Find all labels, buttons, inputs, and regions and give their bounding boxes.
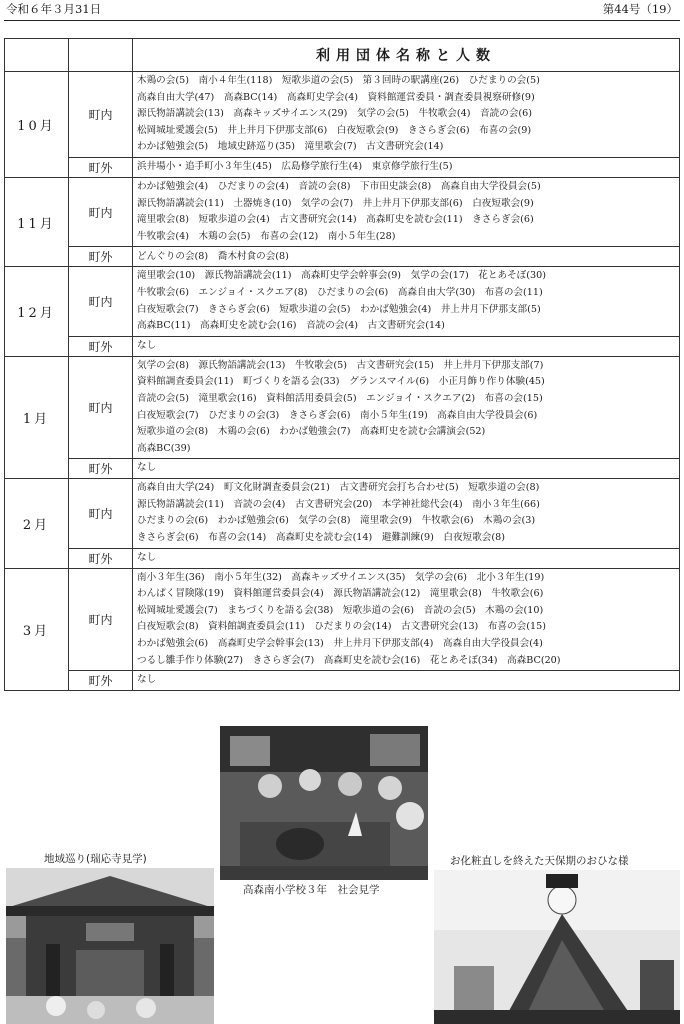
entries-inner (133, 177, 680, 246)
month-row-inner (5, 568, 680, 671)
entry-line: どんぐりの会(8) 喬木村食の会(8) (137, 250, 289, 262)
entry-line: 滝里歌会(10) 源氏物語講読会(11) 高森町史学会幹事会(9) 気学の会(17) 花とあそぼ(30) (137, 270, 546, 282)
entries-inner (133, 267, 680, 336)
month-row-inner (5, 479, 680, 548)
entry-line: わんぱく冒険隊(19) 資料館運営委員会(4) 源氏物語講読会(12) 滝里歌会(8) 牛牧歌会(6) (137, 588, 544, 600)
entries-outer (133, 459, 680, 479)
entries-outer (133, 548, 680, 568)
entry-line: わかば勉強会(5) 地域史跡巡り(35) 滝里歌会(7) 古文書研究会(14) (137, 141, 444, 153)
area-label-inner: 町内 (69, 568, 133, 671)
temple-photo (6, 868, 214, 1024)
month-row-outer (5, 336, 680, 356)
entries-inner (133, 356, 680, 459)
entry-line: 源氏物語講読会(11) 土器焼き(10) 気学の会(7) 井上井月下伊那支部(6) 白夜短歌会(9) (137, 197, 534, 209)
entry-line: 源氏物語講読会(13) 高森キッズサイエンス(29) 気学の会(5) 牛牧歌会(4) 音読の会(6) (137, 108, 533, 120)
entry-line: 白夜短歌会(8) 資料館調査委員会(11) ひだまりの会(14) 古文書研究会(13) 布喜の会(15) (137, 621, 546, 633)
entry-line: 高森BC(39) (137, 442, 191, 454)
area-label-outer: 町外 (69, 247, 133, 267)
entry-line: つるし雛手作り体験(27) きさらぎ会(7) 高森町史を読む会(16) 花とあそぼ(34) 高森BC(20) (137, 654, 561, 666)
header-blank-month (5, 39, 69, 72)
month-label: 1月 (5, 356, 69, 479)
entries-outer (133, 247, 680, 267)
entry-line: 気学の会(8) 源氏物語講読会(13) 牛牧歌会(5) 古文書研究会(15) 井上井月下伊那支部(7) (137, 359, 544, 371)
month-row-outer (5, 548, 680, 568)
area-label-inner: 町内 (69, 177, 133, 246)
entry-line: 短歌歩道の会(8) 木鶏の会(6) わかば勉強会(7) 高森町史を読む会講演会(52) (137, 426, 486, 438)
entry-line: なし (137, 551, 157, 563)
month-row-outer (5, 157, 680, 177)
month-label: 11月 (5, 177, 69, 266)
area-label-inner: 町内 (69, 479, 133, 548)
entry-line: 音読の会(5) 滝里歌会(16) 資料館活用委員会(5) エンジョイ・スクエア(2) 布喜の会(15) (137, 392, 543, 404)
field-trip-photo-caption: 高森南小学校３年 社会見学 (243, 884, 380, 896)
entries-outer (133, 157, 680, 177)
table-header-row (5, 39, 680, 72)
table-title: 利用団体名称と人数 (133, 39, 680, 72)
area-label-inner: 町内 (69, 356, 133, 459)
field-trip-photo (220, 726, 428, 880)
entry-line: 南小３年生(36) 南小５年生(32) 高森キッズサイエンス(35) 気学の会(6) 北小３年生(19) (137, 571, 545, 583)
entry-line: なし (137, 339, 157, 351)
entry-line: 牛牧歌会(6) エンジョイ・スクエア(8) ひだまりの会(6) 高森自由大学(30) 布喜の会(11) (137, 286, 543, 298)
temple-photo-caption: 地域巡り(瑞応寺見学) (44, 853, 147, 865)
month-row-inner (5, 72, 680, 158)
area-label-outer: 町外 (69, 459, 133, 479)
entry-line: 白夜短歌会(7) きさらぎ会(6) 短歌歩道の会(5) わかば勉強会(4) 井上井月下伊那支部(5) (137, 303, 541, 315)
entry-line: なし (137, 674, 157, 686)
area-label-outer: 町外 (69, 157, 133, 177)
month-row-outer (5, 671, 680, 691)
entry-line: なし (137, 462, 157, 474)
entry-line: わかば勉強会(6) 高森町史学会幹事会(13) 井上井月下伊那支部(4) 高森自由大学役員会(4) (137, 638, 543, 650)
entry-line: 松岡城址愛護会(7) まちづくりを語る会(38) 短歌歩道の会(6) 音読の会(5) 木鶏の会(10) (137, 604, 544, 616)
area-label-outer: 町外 (69, 548, 133, 568)
area-label-outer: 町外 (69, 336, 133, 356)
area-label-inner: 町内 (69, 72, 133, 158)
entry-line: わかば勉強会(4) ひだまりの会(4) 音読の会(8) 下市田史談会(8) 高森自由大学役員会(5) (137, 180, 541, 192)
entry-line: ひだまりの会(6) わかば勉強会(6) 気学の会(8) 滝里歌会(9) 牛牧歌会(6) 木鶏の会(3) (137, 515, 536, 527)
area-label-inner: 町内 (69, 267, 133, 336)
month-label: 12月 (5, 267, 69, 356)
entries-outer (133, 671, 680, 691)
issue-date: 令和６年３月31日 (6, 2, 102, 16)
entry-line: 高森自由大学(24) 町文化財調査委員会(21) 古文書研究会打ち合わせ(5) 短歌歩道の会(8) (137, 482, 540, 494)
entry-line: きさらぎ会(6) 布喜の会(14) 高森町史を読む会(14) 避難訓練(9) 白夜短歌会(8) (137, 532, 505, 544)
month-row-outer (5, 459, 680, 479)
month-row-inner (5, 177, 680, 246)
hina-doll-photo-caption: お化粧直しを終えた天保期のおひな様 (450, 855, 629, 867)
entry-line: 木鶏の会(5) 南小４年生(118) 短歌歩道の会(5) 第３回時の駅講座(26) ひだまりの会(5) (137, 75, 540, 86)
entry-line: 白夜短歌会(7) ひだまりの会(3) きさらぎ会(6) 南小５年生(19) 高森自由大学役員会(6) (137, 409, 538, 421)
entry-line: 牛牧歌会(4) 木鶏の会(5) 布喜の会(12) 南小５年生(28) (137, 230, 396, 242)
month-label: 3月 (5, 568, 69, 691)
usage-table (4, 38, 680, 691)
month-row-outer (5, 247, 680, 267)
entry-line: 資料館調査委員会(11) 町づくりを語る会(33) グランスマイル(6) 小正月飾り作り体験(45) (137, 376, 545, 388)
entry-line: 松岡城址愛護会(5) 井上井月下伊那支部(6) 白夜短歌会(9) きさらぎ会(6) 布喜の会(9) (137, 124, 532, 136)
page-header (4, 0, 680, 21)
entries-inner (133, 72, 680, 158)
entries-inner (133, 479, 680, 548)
issue-number: 第44号（19） (602, 2, 678, 16)
month-row-inner (5, 267, 680, 336)
entry-line: 浜井場小・追手町小３年生(45) 広島修学旅行生(4) 東京修学旅行生(5) (137, 161, 453, 173)
entries-outer (133, 336, 680, 356)
entries-inner (133, 568, 680, 671)
entry-line: 高森自由大学(47) 高森BC(14) 高森町史学会(4) 資料館運営委員・調査委員視察研修(9) (137, 91, 535, 103)
entry-line: 滝里歌会(8) 短歌歩道の会(4) 古文書研究会(14) 高森町史を読む会(11) きさらぎ会(6) (137, 214, 534, 226)
month-label: 2月 (5, 479, 69, 568)
month-label: 10月 (5, 72, 69, 178)
hina-doll-photo (434, 870, 680, 1024)
header-blank-area (69, 39, 133, 72)
area-label-outer: 町外 (69, 671, 133, 691)
entry-line: 源氏物語講読会(11) 音読の会(4) 古文書研究会(20) 本学神社総代会(4) 南小３年生(66) (137, 498, 540, 510)
month-row-inner (5, 356, 680, 459)
entry-line: 高森BC(11) 高森町史を読む会(16) 音読の会(4) 古文書研究会(14) (137, 320, 445, 332)
